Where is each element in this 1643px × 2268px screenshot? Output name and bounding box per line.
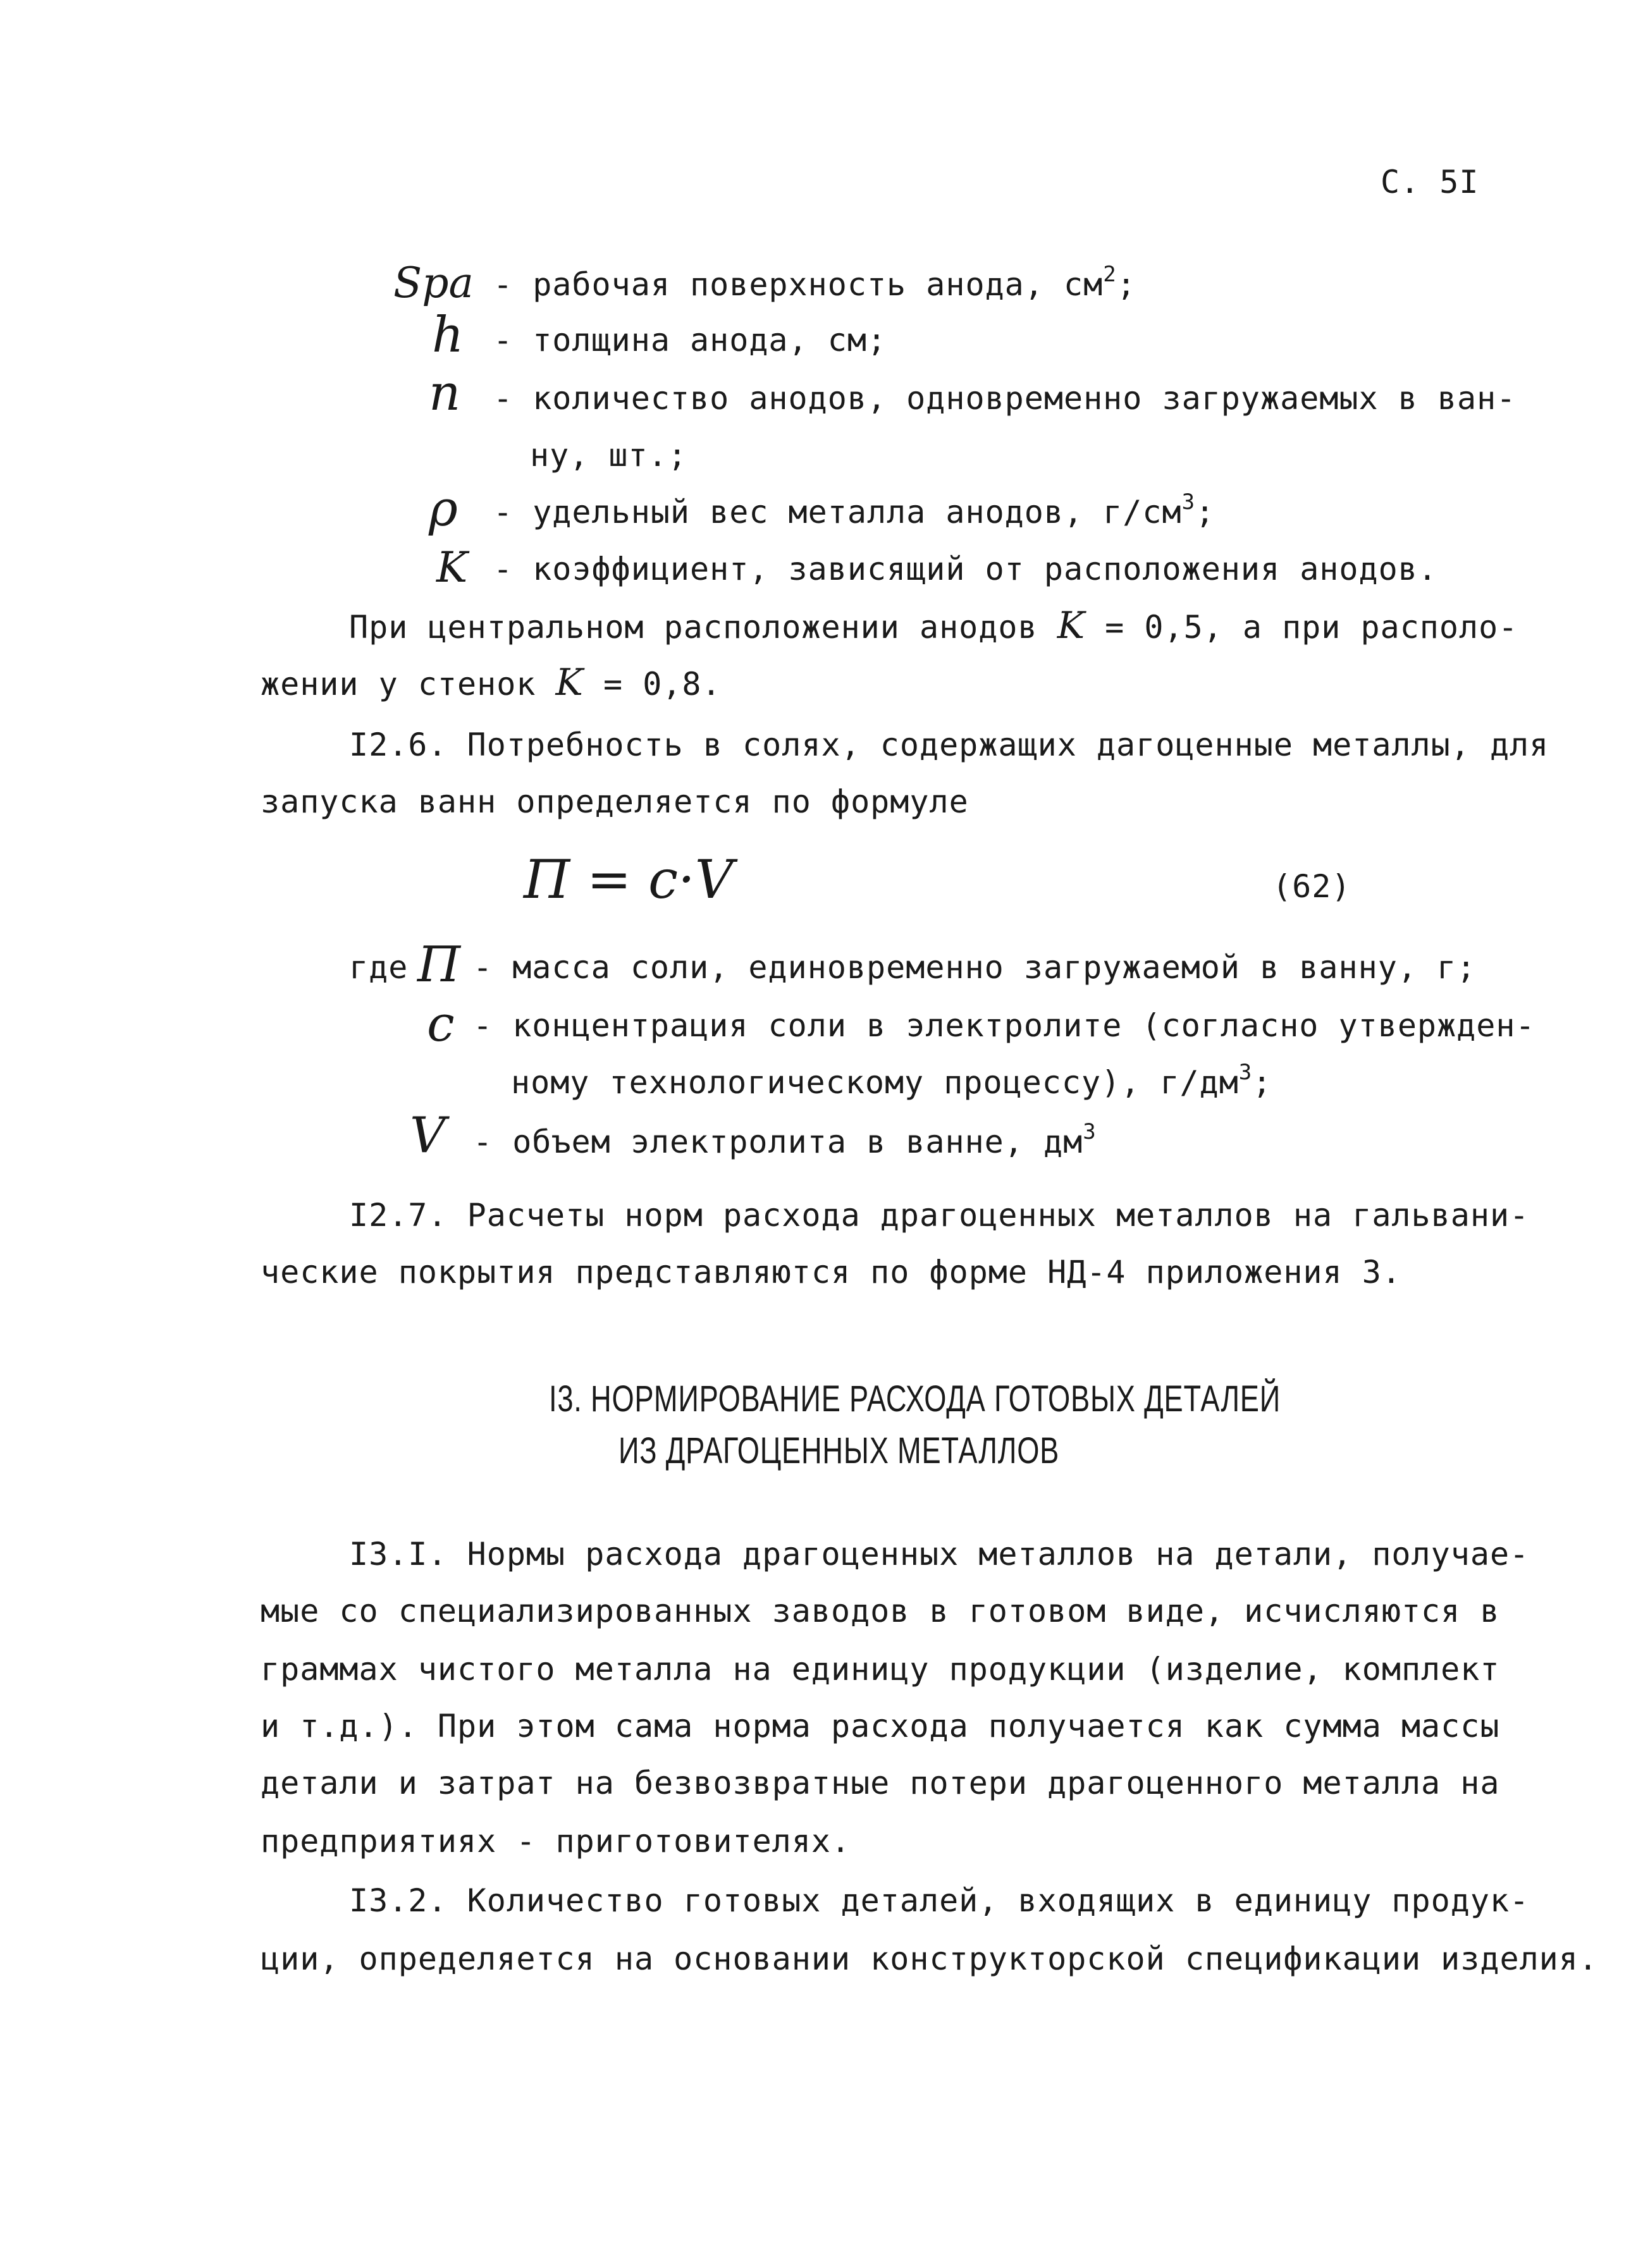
p13-1-line5: детали и затрат на безвозвратные потери драгоценного металла на [261,1765,1500,1801]
p13-1-line4: и т.д.). При этом сама норма расхода получается как сумма массы [261,1708,1500,1744]
k-para-line1: При центральном расположении анодов K = 0,5, а при располо- [349,604,1518,647]
p12-7-line2: ческие покрытия представляются по форме НД-4 приложения 3. [261,1254,1401,1290]
symbol-n: n [429,365,461,422]
p12-6-line2: запуска ванн определяется по формуле [261,783,969,820]
def-k: - коэффициент, зависящий от расположения анодов. [493,551,1437,587]
formula-number: (62) [1272,868,1351,905]
symbol-p: П [417,936,461,993]
p12-6-line1: I2.6. Потребность в солях, содержащих дагоценные металлы, для [349,726,1549,763]
p13-2-line1: I3.2. Количество готовых деталей, входящих в единицу продук- [349,1882,1530,1919]
p13-1-line3: граммах чистого металла на единицу продукции (изделие, комплект [261,1651,1500,1688]
symbol-k-inline: K [1057,604,1086,647]
def-v: - объем электролита в ванне, $дм^3$ [473,1119,1097,1160]
def-s-anode: - рабочая поверхность анода, $см^2$; [493,262,1136,303]
section-13-title-line1: I3. НОРМИРОВАНИЕ РАСХОДА ГОТОВЫХ ДЕТАЛЕЙ [549,1378,1281,1419]
symbol-v: V [410,1107,446,1164]
symbol-c: c [427,996,455,1053]
where-label: где [349,949,409,986]
def-rho: - удельный вес металла анодов, $г/см^3$; [493,489,1215,530]
def-c-line1: - концентрация соли в электролите (согласно утвержден- [473,1007,1535,1044]
k-para-line2: жении у стенок K = 0,8. [261,661,722,704]
def-n-line1: - количество анодов, одновременно загружаемых в ван- [493,380,1517,417]
symbol-k: K [436,543,468,592]
symbol-k-inline-2: K [555,661,584,704]
symbol-rho: ρ [429,481,458,537]
p12-7-line1: I2.7. Расчеты норм расхода драгоценных металлов на гальвани- [349,1197,1530,1234]
p13-1-line6: предприятиях - приготовителях. [261,1823,851,1860]
def-p: - масса соли, единовременно загружаемой в ванну, г; [473,949,1477,986]
section-13-title-line2: ИЗ ДРАГОЦЕННЫХ МЕТАЛЛОВ [618,1430,1060,1471]
def-h: - толщина анода, см; [493,322,887,359]
p13-2-line2: ции, определяется на основании конструкторской спецификации изделия. [261,1940,1598,1977]
def-c-line2: ному технологическому процессу), $г/дм^3$; [511,1060,1272,1101]
symbol-h: h [432,307,464,364]
p13-1-line2: мые со специализированных заводов в готовом виде, исчисляются в [261,1593,1500,1629]
page-number: С. 5I [1381,164,1479,200]
symbol-s-anode: Sра [393,259,474,307]
p13-1-line1: I3.I. Нормы расхода драгоценных металлов на детали, получае- [349,1536,1530,1572]
formula-62: П = c·V [524,849,734,910]
def-n-line2: ну, шт.; [530,437,687,474]
